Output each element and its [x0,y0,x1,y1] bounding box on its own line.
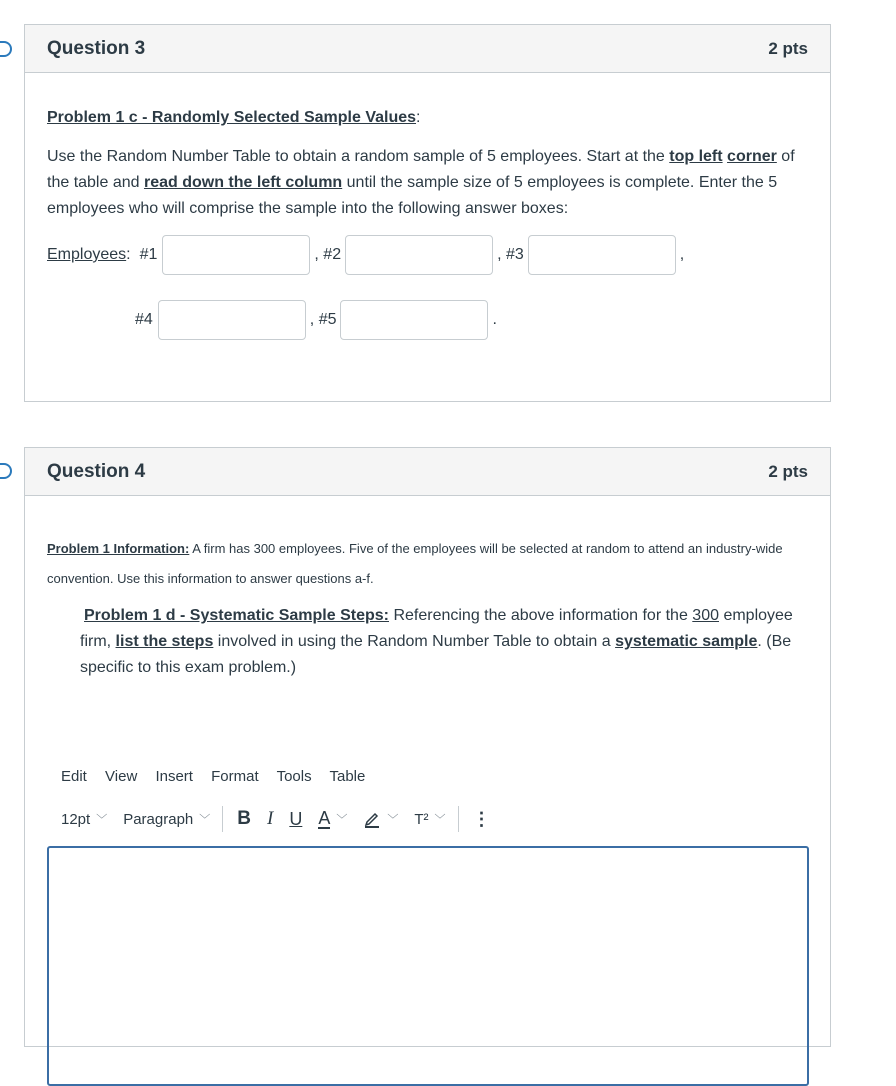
employees-label: Employees [47,246,127,263]
heading-text: Problem 1 c - Randomly Selected Sample Values [47,109,417,126]
menu-table[interactable]: Table [329,768,366,785]
superscript-icon: T² [414,810,429,828]
underline-button[interactable] [289,809,302,830]
question-4 [24,447,831,1047]
problem-instructions [47,144,807,222]
question-body [25,73,830,401]
trailing-comma: , [679,246,685,263]
rich-text-editor[interactable] [47,846,809,1086]
prompt-heading: Problem 1 d - Systematic Sample Steps: [84,607,389,624]
chevron-down-icon: ﹀ [387,814,399,826]
block-format-value: Paragraph [123,810,194,828]
intro-text: of the table and [47,148,795,191]
answer-label-3: , #3 [497,246,524,263]
answer-input-3[interactable] [528,235,676,275]
prompt-emphasis: systematic sample [615,633,758,650]
editor-menubar [61,768,379,785]
intro-text: until the sample size of 5 employees is complete. Enter the 5 employees who will comprise the sample into the following answer boxes: [47,174,778,217]
employees-colon: : [126,246,131,263]
prompt-emphasis: list the steps [115,633,214,650]
more-options-button[interactable] [473,809,491,830]
question-header [25,448,830,496]
font-size-value: 12pt [61,810,91,828]
bold-button[interactable] [237,808,251,830]
question-header [25,25,830,73]
problem-information [47,534,807,594]
question-3 [24,24,831,402]
editor-toolbar [61,802,507,836]
problem-heading [47,105,420,131]
menu-tools[interactable]: Tools [276,768,312,785]
flag-icon[interactable] [0,41,12,57]
text-color-icon: A [318,808,331,828]
prompt-text: involved in using the Random Number Table to obtain a [213,633,616,650]
underline-icon: U [289,808,303,829]
menu-edit[interactable]: Edit [61,768,87,785]
text-color-button[interactable] [318,809,347,829]
intro-emphasis: top left [669,148,723,165]
chevron-down-icon: ﹀ [199,814,211,826]
bold-icon: B [237,808,251,829]
intro-emphasis: corner [727,148,777,165]
intro-text: Use the Random Number Table to obtain a random sample of 5 employees. Start at the [47,148,670,165]
info-label: Problem 1 Information: [47,541,190,556]
question-points: 2 pts [768,38,808,58]
answer-input-4[interactable] [158,300,306,340]
answer-label-4: #4 [135,311,153,328]
question-title: Question 4 [47,460,146,482]
answer-input-5[interactable] [340,300,488,340]
italic-icon: I [267,808,274,829]
prompt-emphasis: 300 [692,607,719,624]
answer-label-5: , #5 [309,311,337,328]
toolbar-divider [222,806,223,832]
intro-emphasis: read down the left column [143,174,343,191]
question-body [25,496,830,1046]
answer-input-1[interactable] [162,235,310,275]
answer-label-1: #1 [139,246,158,263]
answer-row-2 [135,300,501,340]
toolbar-divider [458,806,459,832]
superscript-button[interactable] [414,811,445,828]
trailing-period: . [492,311,497,328]
answer-input-2[interactable] [345,235,493,275]
flag-icon[interactable] [0,463,12,479]
font-size-select[interactable] [61,811,107,828]
italic-button[interactable] [267,808,273,830]
block-format-select[interactable] [123,811,210,828]
highlight-color-button[interactable] [363,810,398,828]
answer-label-2: , #2 [314,246,342,263]
menu-insert[interactable]: Insert [155,768,193,785]
problem-prompt [80,603,815,681]
prompt-text: Referencing the above information for the [389,607,693,624]
heading-colon: : [416,109,421,126]
chevron-down-icon: ﹀ [96,814,108,826]
question-points: 2 pts [768,461,808,481]
more-vertical-icon: ⋮ [472,808,491,829]
prompt-text: employee firm, [80,607,793,650]
answer-row-1 [47,235,688,275]
question-title: Question 3 [47,37,146,59]
info-text: A firm has 300 employees. Five of the employees will be selected at random to attend an industry-wide convention. Use this information to answer questions a-f. [47,541,783,586]
highlight-pen-icon [363,810,381,828]
chevron-down-icon: ﹀ [336,814,348,826]
chevron-down-icon: ﹀ [434,814,446,826]
menu-view[interactable]: View [105,768,138,785]
prompt-text: . (Be specific to this exam problem.) [80,633,792,676]
menu-format[interactable]: Format [211,768,259,785]
